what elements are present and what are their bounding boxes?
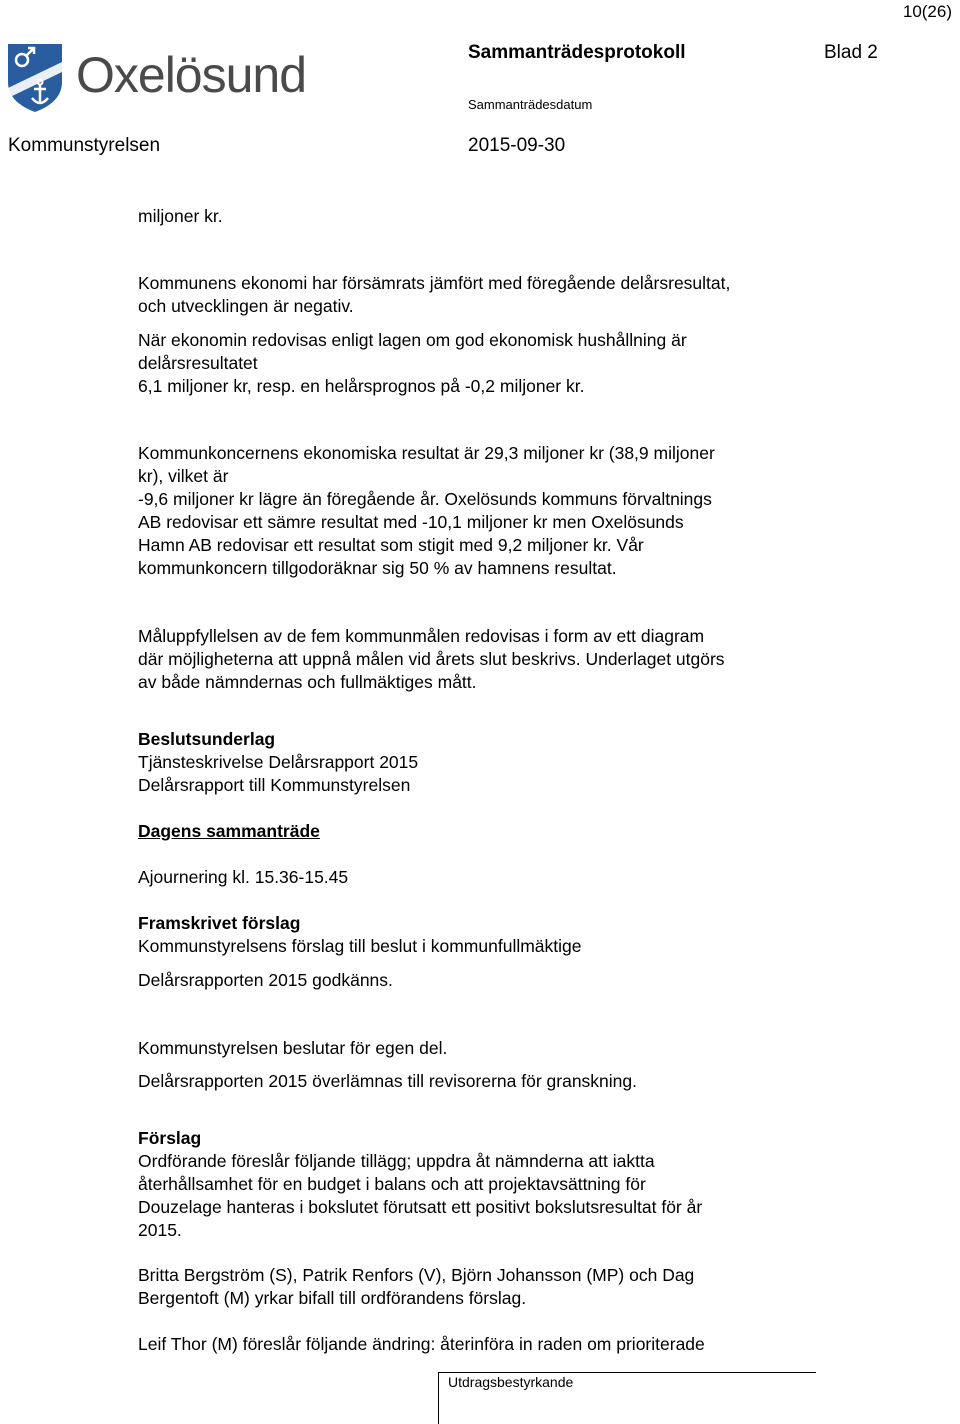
- oxelosund-logo: [6, 42, 316, 114]
- framskrivet-forslag-heading: Framskrivet förslag: [138, 913, 301, 933]
- beslutsunderlag-heading: Beslutsunderlag: [138, 729, 276, 749]
- yrkande-text: Britta Bergström (S), Patrik Renfors (V), Björn Johansson (MP) och Dag Bergentoft (M) yrkar bifall till ordförandens förslag.: [138, 1265, 695, 1308]
- logo-wordmark: Oxelösund: [76, 47, 307, 103]
- footer-label: Utdragsbestyrkande: [448, 1374, 574, 1390]
- paragraph-miljoner: miljoner kr.: [138, 206, 223, 226]
- beslutsunderlag-item: Delårsrapport till Kommunstyrelsen: [138, 775, 411, 795]
- committee-name: Kommunstyrelsen: [8, 135, 161, 156]
- paragraph-maluppfyllelsen: Måluppfyllelsen av de fem kommunmålen redovisas i form av ett diagram där möjligheterna att uppnå målen vid årets slut beskrivs. Underlaget utgörs av både nämndernas och fullmäktiges mått.: [138, 626, 725, 692]
- framskrivet-forslag-text: Kommunstyrelsens förslag till beslut i kommunfullmäktige: [138, 936, 582, 956]
- forslag-heading: Förslag: [138, 1128, 202, 1148]
- godkanns-text: Delårsrapporten 2015 godkänns.: [138, 970, 393, 990]
- ajournering-text: Ajournering kl. 15.36-15.45: [138, 867, 349, 887]
- paragraph-kommunkoncernens: Kommunkoncernens ekonomiska resultat är 29,3 miljoner kr (38,9 miljoner kr), vilket är -9,6 miljoner kr lägre än föregående år. Oxelösunds kommuns förvaltnings AB redovisar ett sämre resultat med -10,1 miljoner kr men Oxelösunds Hamn AB redovisar ett resultat som stigit med 9,2 miljoner kr. Vår kommunkoncern tillgodoräknar sig 50 % av hamnens resultat.: [138, 443, 715, 578]
- overlamnas-text: Delårsrapporten 2015 överlämnas till revisorerna för granskning.: [138, 1071, 637, 1091]
- leif-thor-text: Leif Thor (M) föreslår följande ändring: återinföra in raden om prioriterade: [138, 1334, 705, 1354]
- protocol-title: Sammanträdesprotokoll: [468, 42, 686, 63]
- forslag-text: Ordförande föreslår följande tillägg; uppdra åt nämnderna att iaktta återhållsamhet för en budget i balans och att projektavsättning för Douzelage hanteras i bokslutet förutsatt ett positivt bokslutsresultat för år 2015.: [138, 1151, 703, 1240]
- meeting-date-label: Sammanträdesdatum: [468, 97, 593, 112]
- page-number: 10(26): [902, 2, 952, 21]
- egen-del-text: Kommunstyrelsen beslutar för egen del.: [138, 1038, 448, 1058]
- beslutsunderlag-item: Tjänsteskrivelse Delårsrapport 2015: [138, 752, 419, 772]
- paragraph-kommunens-ekonomi: Kommunens ekonomi har försämrats jämfört med föregående delårsresultat, och utvecklingen är negativ.: [138, 273, 731, 316]
- paragraph-ekonomin-redovisas: När ekonomin redovisas enligt lagen om god ekonomisk hushållning är delårsresultatet 6,1 miljoner kr, resp. en helårsprognos på -0,2 miljoner kr.: [138, 330, 687, 396]
- meeting-date: 2015-09-30: [468, 135, 566, 156]
- footer-divider: [438, 1372, 816, 1373]
- sheet-number: Blad 2: [824, 42, 878, 63]
- footer-box-edge: [438, 1372, 439, 1424]
- dagens-sammantrade-heading: Dagens sammanträde: [138, 821, 320, 841]
